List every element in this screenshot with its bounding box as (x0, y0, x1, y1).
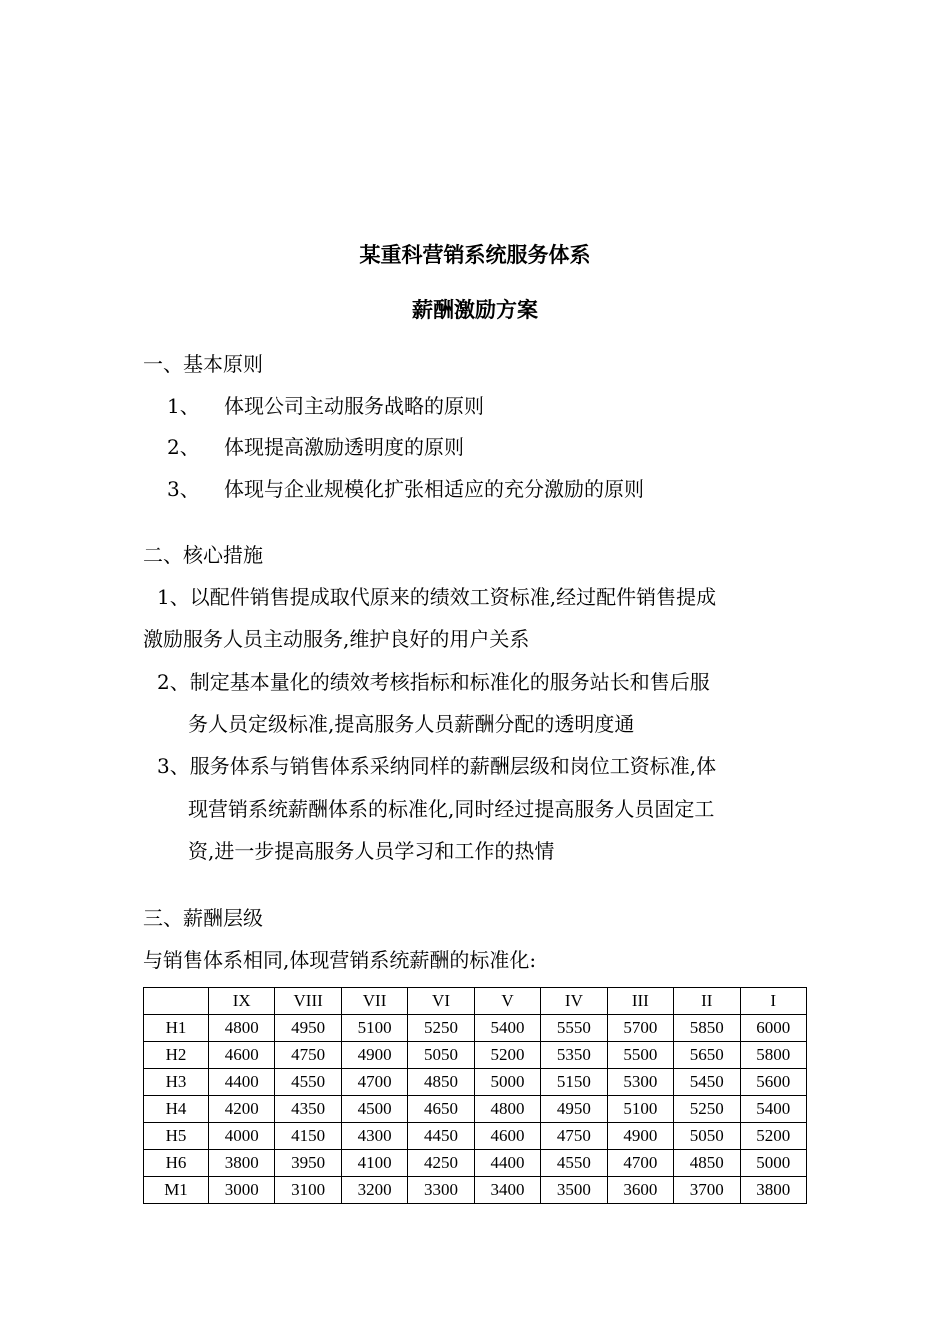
table-cell: 4850 (408, 1069, 474, 1096)
section2-item-3-line-3: 资,进一步提高服务人员学习和工作的热情 (188, 839, 555, 863)
table-cell: 5650 (674, 1042, 740, 1069)
table-cell: 4100 (341, 1150, 407, 1177)
section2-item-2-line-2: 务人员定级标准,提高服务人员薪酬分配的透明度通 (188, 712, 635, 736)
column-header: III (607, 988, 673, 1015)
table-cell: 5200 (740, 1123, 807, 1150)
table-cell: 3300 (408, 1177, 474, 1204)
table-cell: 5000 (474, 1069, 540, 1096)
row-label: M1 (144, 1177, 209, 1204)
table-row (144, 1150, 807, 1177)
table-cell: 4150 (275, 1123, 341, 1150)
table-row (144, 1042, 807, 1069)
table-cell: 5250 (408, 1015, 474, 1042)
table-cell: 3700 (674, 1177, 740, 1204)
table-corner-cell (144, 988, 209, 1015)
table-cell: 4450 (408, 1123, 474, 1150)
table-cell: 4250 (408, 1150, 474, 1177)
table-cell: 5300 (607, 1069, 673, 1096)
table-cell: 4300 (341, 1123, 407, 1150)
table-cell: 4600 (474, 1123, 540, 1150)
row-label: H1 (144, 1015, 209, 1042)
table-row (144, 1177, 807, 1204)
table-cell: 5250 (674, 1096, 740, 1123)
column-header: VI (408, 988, 474, 1015)
table-cell: 4800 (474, 1096, 540, 1123)
section1-item-2 (167, 432, 464, 462)
table-cell: 5050 (408, 1042, 474, 1069)
item-text: 体现提高激励透明度的原则 (224, 435, 464, 459)
table-cell: 4400 (474, 1150, 540, 1177)
section1-heading: 一、基本原则 (143, 352, 263, 376)
item-number: 3、 (167, 477, 200, 501)
item-number: 2、 (167, 435, 200, 459)
section2-item-3-line-1: 3、服务体系与销售体系采纳同样的薪酬层级和岗位工资标准,体 (157, 754, 717, 778)
row-label: H5 (144, 1123, 209, 1150)
table-row (144, 1123, 807, 1150)
table-cell: 3800 (209, 1150, 275, 1177)
table-cell: 5600 (740, 1069, 807, 1096)
row-label: H4 (144, 1096, 209, 1123)
table-cell: 4750 (275, 1042, 341, 1069)
table-cell: 4950 (275, 1015, 341, 1042)
column-header: II (674, 988, 740, 1015)
table-cell: 4550 (275, 1069, 341, 1096)
section2-heading: 二、核心措施 (143, 543, 263, 567)
section2-item-1-line-2: 激励服务人员主动服务,维护良好的用户关系 (143, 627, 530, 651)
table-cell: 5000 (740, 1150, 807, 1177)
table-cell: 3800 (740, 1177, 807, 1204)
table-row (144, 1069, 807, 1096)
salary-level-table (143, 987, 807, 1204)
table-cell: 4650 (408, 1096, 474, 1123)
table-cell: 3500 (541, 1177, 607, 1204)
table-cell: 4400 (209, 1069, 275, 1096)
table-cell: 5550 (541, 1015, 607, 1042)
table-cell: 3950 (275, 1150, 341, 1177)
table-cell: 4900 (607, 1123, 673, 1150)
table-cell: 4000 (209, 1123, 275, 1150)
column-header: I (740, 988, 807, 1015)
table-cell: 5200 (474, 1042, 540, 1069)
table-cell: 3600 (607, 1177, 673, 1204)
table-cell: 4800 (209, 1015, 275, 1042)
table-cell: 4900 (341, 1042, 407, 1069)
table-cell: 4600 (209, 1042, 275, 1069)
table-cell: 5100 (607, 1096, 673, 1123)
table-cell: 5800 (740, 1042, 807, 1069)
table-cell: 6000 (740, 1015, 807, 1042)
table-cell: 5450 (674, 1069, 740, 1096)
row-label: H6 (144, 1150, 209, 1177)
table-cell: 3000 (209, 1177, 275, 1204)
table-cell: 5100 (341, 1015, 407, 1042)
table-header-row (144, 988, 807, 1015)
table-cell: 3400 (474, 1177, 540, 1204)
column-header: VIII (275, 988, 341, 1015)
table-cell: 3100 (275, 1177, 341, 1204)
table-cell: 5350 (541, 1042, 607, 1069)
table-cell: 5050 (674, 1123, 740, 1150)
section1-item-1 (167, 391, 484, 421)
item-text: 体现与企业规模化扩张相适应的充分激励的原则 (224, 477, 644, 501)
table-cell: 5400 (474, 1015, 540, 1042)
table-cell: 4350 (275, 1096, 341, 1123)
document-title: 某重科营销系统服务体系 (359, 243, 591, 267)
table-cell: 4700 (607, 1150, 673, 1177)
table-cell: 5850 (674, 1015, 740, 1042)
table-cell: 4500 (341, 1096, 407, 1123)
table-cell: 5700 (607, 1015, 673, 1042)
section3-heading: 三、薪酬层级 (143, 906, 263, 930)
section2-item-3-line-2: 现营销系统薪酬体系的标准化,同时经过提高服务人员固定工 (188, 797, 715, 821)
column-header: IV (541, 988, 607, 1015)
column-header: V (474, 988, 540, 1015)
section2-item-1-line-1: 1、以配件销售提成取代原来的绩效工资标准,经过配件销售提成 (157, 585, 717, 609)
document-subtitle: 薪酬激励方案 (412, 298, 538, 322)
item-number: 1、 (167, 394, 200, 418)
table-cell: 3200 (341, 1177, 407, 1204)
table-cell: 4750 (541, 1123, 607, 1150)
table-cell: 4950 (541, 1096, 607, 1123)
table-cell: 5500 (607, 1042, 673, 1069)
table-cell: 4550 (541, 1150, 607, 1177)
table-cell: 4850 (674, 1150, 740, 1177)
column-header: VII (341, 988, 407, 1015)
item-text: 体现公司主动服务战略的原则 (224, 394, 484, 418)
section2-item-2-line-1: 2、制定基本量化的绩效考核指标和标准化的服务站长和售后服 (157, 670, 710, 694)
table-row (144, 1096, 807, 1123)
table-cell: 4700 (341, 1069, 407, 1096)
table-row (144, 1015, 807, 1042)
table-cell: 4200 (209, 1096, 275, 1123)
section3-intro: 与销售体系相同,体现营销系统薪酬的标准化: (143, 948, 537, 972)
row-label: H2 (144, 1042, 209, 1069)
column-header: IX (209, 988, 275, 1015)
table-cell: 5150 (541, 1069, 607, 1096)
row-label: H3 (144, 1069, 209, 1096)
section1-item-3 (167, 474, 644, 504)
table-cell: 5400 (740, 1096, 807, 1123)
